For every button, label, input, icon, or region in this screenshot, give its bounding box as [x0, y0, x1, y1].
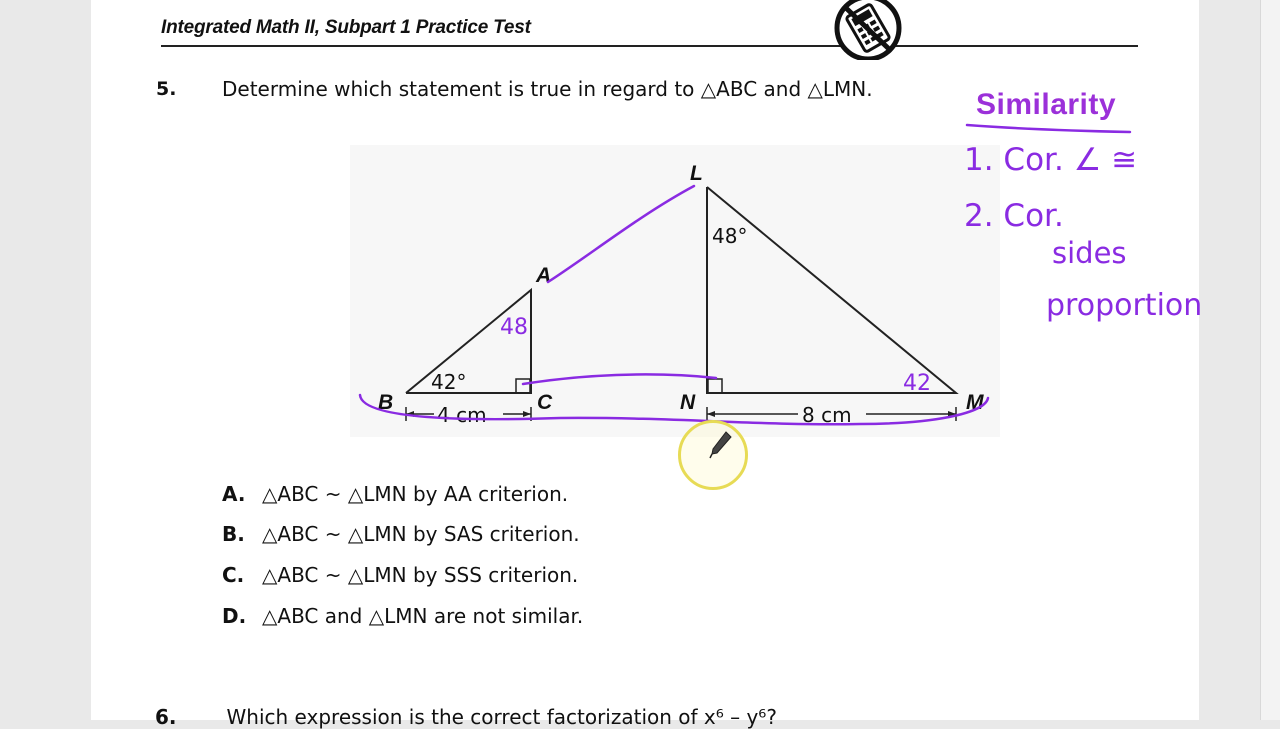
question-6: [155, 705, 777, 729]
vertex-label-c: C: [537, 391, 553, 414]
choice-d-letter: D.: [222, 604, 247, 628]
choice-a-letter: A.: [222, 482, 246, 506]
note-corresponding-angles: 1. Cor. ∠ ≅: [964, 142, 1138, 178]
choice-b-text: △ABC ~ △LMN by SAS criterion.: [262, 522, 580, 546]
choice-d[interactable]: [222, 604, 583, 628]
vertex-label-m: M: [966, 391, 984, 414]
right-angle-n: [708, 379, 722, 393]
note-corresponding-sides-1: 2. Cor.: [964, 198, 1064, 234]
question-5-number: 5.: [156, 78, 177, 100]
page-header-title: Integrated Math II, Subpart 1 Practice Test: [161, 17, 531, 38]
handwritten-angle-m: 42: [903, 371, 931, 396]
choice-c-letter: C.: [222, 563, 245, 587]
choice-c[interactable]: [222, 563, 578, 587]
choice-b[interactable]: [222, 522, 580, 546]
right-angle-c: [516, 379, 530, 393]
choice-a[interactable]: [222, 482, 568, 506]
pen-cursor-icon: [708, 430, 734, 460]
note-corresponding-sides-3: proportion: [1046, 288, 1203, 323]
vertex-label-a: A: [536, 264, 552, 287]
side-bc-label: 4 cm: [437, 403, 487, 427]
choice-a-text: △ABC ~ △LMN by AA criterion.: [262, 482, 569, 506]
triangle-abc: [406, 290, 531, 393]
side-nm-label: 8 cm: [802, 403, 852, 427]
angle-b-label: 42°: [431, 370, 467, 394]
choice-c-text: △ABC ~ △LMN by SSS criterion.: [262, 563, 579, 587]
vertex-label-b: B: [378, 391, 394, 414]
question-6-number: 6.: [155, 705, 177, 729]
triangle-lmn: [707, 187, 956, 393]
angle-l-label: 48°: [712, 224, 748, 248]
choice-b-letter: B.: [222, 522, 245, 546]
vertex-label-l: L: [690, 162, 703, 185]
similarity-heading: Similarity: [976, 88, 1117, 121]
vertex-label-n: N: [680, 391, 696, 414]
choice-d-text: △ABC and △LMN are not similar.: [262, 604, 584, 628]
question-5-prompt: Determine which statement is true in regard to △ABC and △LMN.: [222, 77, 873, 101]
note-corresponding-sides-2: sides: [1052, 236, 1127, 270]
handwritten-angle-a: 48: [500, 315, 528, 340]
question-6-prompt: Which expression is the correct factorization of x⁶ – y⁶?: [226, 705, 777, 729]
